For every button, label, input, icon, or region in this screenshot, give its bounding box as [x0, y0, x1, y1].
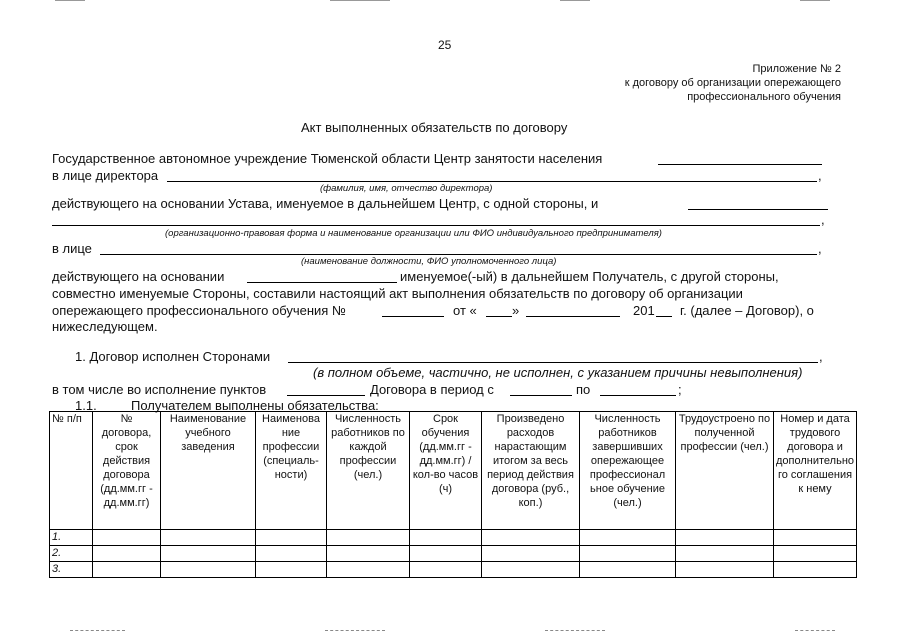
- para-line3: действующего на основании Устава, именуемое в дальнейшем Центр, с одной стороны, и: [52, 196, 599, 211]
- scan-mark: [325, 630, 385, 634]
- blank-field: [658, 164, 822, 165]
- table-row: [50, 562, 857, 578]
- page-number: 25: [438, 38, 452, 52]
- month-field: [526, 316, 620, 317]
- header-cell: Трудоустроено по полученной профессии (чел.): [676, 412, 774, 530]
- scan-rule: [330, 0, 390, 1]
- representative-field: [100, 254, 817, 255]
- header-cell: Численность работников по каждой профессии (чел.): [327, 412, 410, 530]
- appendix-line3: профессионального обучения: [687, 91, 841, 103]
- item11-text: Получателем выполнены обязательства:: [131, 398, 379, 413]
- document-title: Акт выполненных обязательств по договору: [301, 120, 568, 135]
- scan-mark: [545, 630, 605, 634]
- appendix-line1: Приложение № 2: [752, 63, 841, 75]
- item1-line2a: в том числе во исполнение пунктов: [52, 382, 267, 397]
- appendix-block: [625, 62, 841, 104]
- para-line8a: опережающего профессионального обучения №: [52, 303, 346, 318]
- hint-organization: (организационно-правовая форма и наименование организации или ФИО индивидуального предпринимателя): [165, 228, 662, 239]
- table-row: [50, 546, 857, 562]
- header-cell: Наименова ние профессии (специаль- ности): [256, 412, 327, 530]
- table-header-row: [50, 412, 857, 530]
- header-cell: Наименование учебного заведения: [161, 412, 256, 530]
- clauses-field: [287, 395, 365, 396]
- para-line7: совместно именуемые Стороны, составили настоящий акт выполнения обязательств по договору об организации: [52, 286, 743, 301]
- year-field: [656, 316, 672, 317]
- comma: ,: [821, 212, 825, 227]
- obligations-table: [49, 411, 857, 578]
- period-to-field: [600, 395, 676, 396]
- execution-field: [288, 362, 818, 363]
- row-number: 1.: [50, 530, 93, 546]
- para-line5: в лице: [52, 241, 92, 256]
- scan-rule: [55, 0, 85, 1]
- para-line6a: действующего на основании: [52, 269, 225, 284]
- table-row: [50, 530, 857, 546]
- item1-line2c: по: [576, 382, 591, 397]
- header-cell: № п/п: [50, 412, 93, 530]
- comma: ,: [818, 241, 822, 256]
- comma: ,: [818, 168, 822, 183]
- scan-mark: [795, 630, 835, 634]
- para-line8c: »: [512, 303, 520, 318]
- header-cell: Номер и дата трудового договора и дополнительно го соглашения к нему: [774, 412, 857, 530]
- day-field: [486, 316, 512, 317]
- header-cell: Произведено расходов нарастающим итогом за весь период действия договора (руб., коп.): [482, 412, 580, 530]
- contract-number-field: [382, 316, 444, 317]
- item11-num: 1.1.: [75, 398, 97, 413]
- header-cell: Численность работников завершивших опережающее профессионал ьное обучение (чел.): [580, 412, 676, 530]
- period-from-field: [510, 395, 572, 396]
- scan-rule: [560, 0, 590, 1]
- appendix-line2: к договору об организации опережающего: [624, 77, 841, 89]
- organization-field: [52, 225, 820, 226]
- para-line8e: г. (далее – Договор), о: [680, 303, 814, 318]
- para-line2: в лице директора: [52, 168, 159, 183]
- header-cell: Срок обучения (дд.мм.гг - дд.мм.гг) / кол-во часов (ч): [410, 412, 482, 530]
- item1-text: 1. Договор исполнен Сторонами: [75, 349, 271, 364]
- para-line8b: от «: [453, 303, 477, 318]
- director-name-field: [167, 181, 817, 182]
- para-line1: Государственное автономное учреждение Тюменской области Центр занятости населения: [52, 151, 603, 166]
- hint-director: (фамилия, имя, отчество директора): [320, 183, 493, 194]
- comma: ,: [819, 349, 823, 364]
- item1-line2d: ;: [678, 382, 682, 397]
- header-cell: № договора, срок действия договора (дд.мм.гг - дд.мм.гг): [93, 412, 161, 530]
- hint-representative: (наименование должности, ФИО уполномоченного лица): [301, 256, 557, 267]
- scan-rule: [800, 0, 830, 1]
- basis-field: [247, 282, 397, 283]
- para-line8d: 201: [633, 303, 655, 318]
- row-number: 2.: [50, 546, 93, 562]
- row-number: 3.: [50, 562, 93, 578]
- hint-execution: (в полном объеме, частично, не исполнен, с указанием причины невыполнения): [313, 365, 803, 380]
- blank-field: [688, 209, 828, 210]
- scan-mark: [70, 630, 125, 634]
- para-line9: нижеследующем.: [52, 319, 158, 334]
- item1-line2b: Договора в период с: [370, 382, 494, 397]
- para-line6b: именуемое(-ый) в дальнейшем Получатель, с другой стороны,: [400, 269, 779, 284]
